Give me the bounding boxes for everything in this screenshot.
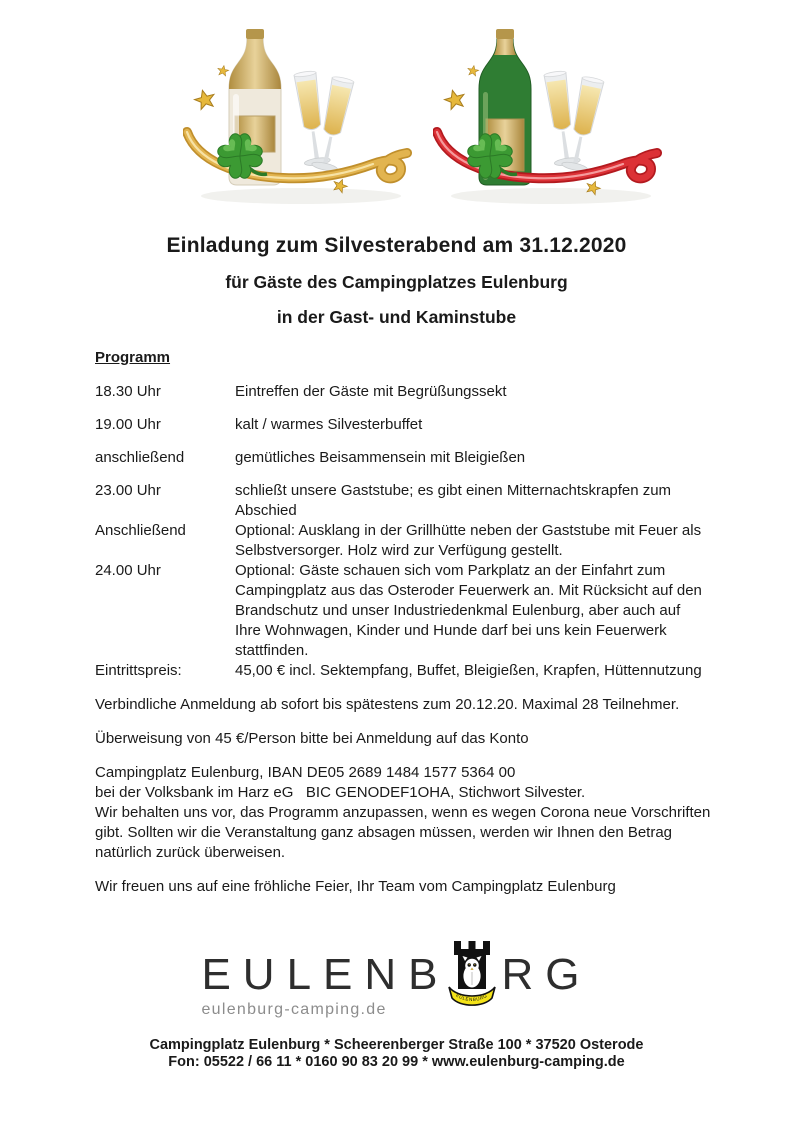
program-time-label: Anschließend bbox=[95, 522, 186, 539]
program-time-label: 18.30 Uhr bbox=[95, 383, 161, 400]
champagne-glass-icon bbox=[542, 70, 581, 167]
page-title: Einladung zum Silvesterabend am 31.12.2020 bbox=[166, 234, 627, 257]
shadow bbox=[201, 188, 401, 204]
program-text-line: gemütliches Beisammensein mit Bleigießen bbox=[235, 449, 526, 466]
program-schedule bbox=[95, 382, 793, 681]
logo-text-end: RG bbox=[501, 950, 592, 999]
program-time-label: anschließend bbox=[95, 449, 185, 466]
owl-tower-crest-icon bbox=[446, 937, 498, 1007]
program-text-line: schließt unsere Gaststube; es gibt einen Mitternachtskrapfen zum bbox=[235, 482, 672, 499]
paragraph-block bbox=[95, 695, 793, 715]
paragraph-text-line: Überweisung von 45 €/Person bitte bei Anmeldung auf das Konto bbox=[95, 730, 529, 747]
champagne-green-image bbox=[433, 24, 673, 214]
program-description bbox=[235, 561, 793, 661]
paragraph-block bbox=[95, 729, 793, 749]
champagne-glass-icon bbox=[292, 70, 331, 167]
logo-area bbox=[0, 939, 793, 1019]
program-text-line: Eintreffen der Gäste mit Begrüßungssekt bbox=[235, 383, 507, 400]
footer-phone-line: Fon: 05522 / 66 11 * 0160 90 83 20 99 * www.eulenburg-camping.de bbox=[168, 1054, 625, 1070]
paragraph-block bbox=[95, 877, 793, 897]
program-description bbox=[235, 661, 793, 681]
program-description bbox=[235, 448, 793, 468]
program-row bbox=[95, 661, 793, 681]
program-text-line: Campingplatz aus das Osteroder Feuerwerk an. Mit Rücksicht auf den bbox=[235, 582, 702, 599]
program-heading: Programm bbox=[95, 349, 171, 366]
eulenburg-logo bbox=[201, 939, 591, 1019]
program-text-line: kalt / warmes Silvesterbuffet bbox=[235, 416, 423, 433]
paragraph-text-line: Wir behalten uns vor, das Programm anzupassen, wenn es wegen Corona neue Vorschriften bbox=[95, 804, 711, 821]
crest-banner-text: EULENBURG bbox=[454, 992, 488, 1003]
paragraph-text-line: natürlich zurück überweisen. bbox=[95, 844, 286, 861]
document-body bbox=[95, 348, 793, 897]
logo-website: eulenburg-camping.de bbox=[201, 1001, 387, 1018]
paragraphs bbox=[95, 695, 793, 897]
footer-contact bbox=[0, 1037, 793, 1071]
program-time-label: 23.00 Uhr bbox=[95, 482, 161, 499]
program-description bbox=[235, 415, 793, 435]
program-text-line: Optional: Gäste schauen sich vom Parkplatz an der Einfahrt zum bbox=[235, 562, 666, 579]
program-text-line: stattfinden. bbox=[235, 642, 309, 659]
program-text-line: 45,00 € incl. Sektempfang, Buffet, Bleigießen, Krapfen, Hüttennutzung bbox=[235, 662, 702, 679]
champagne-gold-image bbox=[183, 24, 423, 214]
program-time-label: 19.00 Uhr bbox=[95, 416, 161, 433]
footer-address-line: Campingplatz Eulenburg * Scheerenberger Straße 100 * 37520 Osterode bbox=[149, 1037, 644, 1053]
program-text-line: Abschied bbox=[235, 502, 297, 519]
subtitle-guests: für Gäste des Campingplatzes Eulenburg bbox=[225, 272, 568, 292]
paragraph-text-line: bei der Volksbank im Harz eG BIC GENODEF1OHA, Stichwort Silvester. bbox=[95, 784, 586, 801]
program-description bbox=[235, 521, 793, 561]
program-description bbox=[235, 382, 793, 402]
program-text-line: Optional: Ausklang in der Grillhütte neben der Gaststube mit Feuer als bbox=[235, 522, 702, 539]
program-row bbox=[95, 415, 793, 435]
logo-text-start: EULENB bbox=[201, 950, 450, 999]
paragraph-text-line: gibt. Sollten wir die Veranstaltung ganz absagen müssen, werden wir Ihnen den Betrag bbox=[95, 824, 673, 841]
program-row bbox=[95, 521, 793, 561]
program-time-label: Eintrittspreis: bbox=[95, 662, 182, 679]
program-row bbox=[95, 561, 793, 661]
hero-images bbox=[183, 0, 793, 214]
subtitle-location: in der Gast- und Kaminstube bbox=[276, 307, 517, 327]
program-row bbox=[95, 448, 793, 468]
paragraph-text-line: Verbindliche Anmeldung ab sofort bis spätestens zum 20.12.20. Maximal 28 Teilnehmer. bbox=[95, 696, 680, 713]
program-description bbox=[235, 481, 793, 521]
paragraph-block bbox=[95, 763, 793, 863]
program-text-line: Selbstversorger. Holz wird zur Verfügung gestellt. bbox=[235, 542, 563, 559]
program-text-line: Brandschutz und unser Industriedenkmal Eulenburg, aber auch auf bbox=[235, 602, 681, 619]
program-row bbox=[95, 382, 793, 402]
program-time-label: 24.00 Uhr bbox=[95, 562, 161, 579]
shadow bbox=[451, 188, 651, 204]
program-row bbox=[95, 481, 793, 521]
paragraph-text-line: Wir freuen uns auf eine fröhliche Feier, Ihr Team vom Campingplatz Eulenburg bbox=[95, 878, 616, 895]
paragraph-text-line: Campingplatz Eulenburg, IBAN DE05 2689 1484 1577 5364 00 bbox=[95, 764, 516, 781]
program-text-line: Ihre Wohnwagen, Kinder und Hunde darf bei uns kein Feuerwerk bbox=[235, 622, 667, 639]
